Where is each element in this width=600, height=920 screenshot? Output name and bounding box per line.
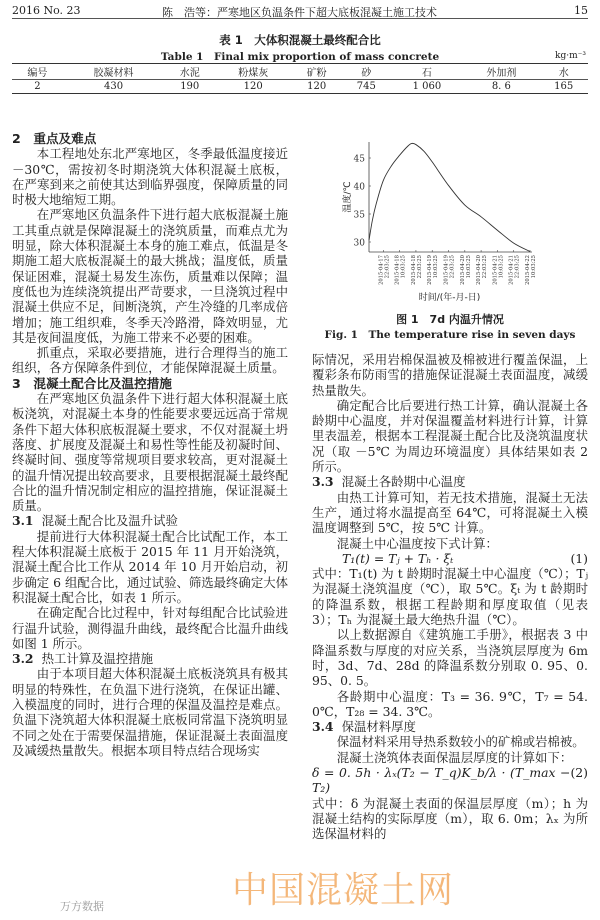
table-cell: 120 <box>243 81 263 92</box>
table-unit: kg·m⁻³ <box>555 51 586 61</box>
table-cell: 8. 6 <box>491 81 511 92</box>
table-header-cell: 水 <box>539 64 588 80</box>
table-header-cell: 砂 <box>342 64 390 80</box>
table-cell: 2 <box>34 81 41 92</box>
running-header <box>12 2 588 19</box>
x-tick-label: 2015-04-1822:03:25 <box>410 255 423 285</box>
paragraph: 提前进行大体积混凝土配合比试配工作，本工程大体积混凝土底板于 2015 年 11 月开始浇筑，混凝土配合比工作从 2014 年 10 月开始启动，初步确定 6 组配合比，通过试验、筛选最终确定大体积混凝土配合比，如表 1 所示。 <box>12 528 288 605</box>
table-header-cell: 编号 <box>12 64 63 80</box>
paragraph: 式中：δ 为混凝土表面的保温层厚度（m）；h 为混凝土结构的实际厚度（m），取 6. 0m；λₓ 为所选保温材料的 <box>312 795 588 842</box>
subsection-heading: 3.2 热工计算及温控措施 <box>12 651 154 667</box>
table-row <box>12 80 588 94</box>
source-watermark: 万方数据 <box>60 900 104 913</box>
subsection-heading: 3.4 保温材料厚度 <box>312 719 416 735</box>
right-column <box>312 352 588 842</box>
table-header-cell: 矿粉 <box>291 64 342 80</box>
section-heading: 2 重点及难点 <box>12 131 97 146</box>
running-title: 陈 浩等：严寒地区负温条件下超大底板混凝土施工技术 <box>162 6 437 19</box>
x-tick-label: 2015-04-2122:03:25 <box>508 255 521 285</box>
x-tick-label: 2015-04-2010:03:25 <box>459 255 472 285</box>
x-tick-label: 2015-04-1810:03:25 <box>394 255 407 285</box>
y-axis-label: 温度/℃ <box>343 181 353 213</box>
y-tick-label: 30 <box>353 238 365 249</box>
x-axis-label: 时间/(年-月-日) <box>418 293 481 303</box>
paragraph: 各龄期中心温度：T₃ = 36. 9℃，T₇ = 54. 0℃，T₂₈ = 34. 3℃。 <box>312 688 588 719</box>
table-cell: 190 <box>180 81 200 92</box>
x-tick-label: 2015-04-2210:03:25 <box>525 255 537 285</box>
x-tick-label: 2015-04-2110:03:25 <box>492 255 505 285</box>
paragraph: 由于本项目超大体积混凝土底板浇筑具有极其明显的特殊性，在负温下进行浇筑，在保证出罐、入模温度的同时，进行合理的保温及温控是难点。负温下浇筑超大体积混凝土底板同常温下浇筑明显不同之处在于需要保温措施，保证混凝土表面温度及减缓热量散失。根据本项目特点结合现场实 <box>12 666 288 758</box>
subsection-heading: 3.3 混凝土各龄期中心温度 <box>312 474 466 490</box>
table-header-cell: 石 <box>391 64 464 80</box>
table-header-cell: 粉煤灰 <box>215 64 291 80</box>
paragraph: 在严寒地区负温条件下进行超大底板混凝土施工其重点就是保障混凝土的浇筑质量，而难点尤为明显，除大体积混凝土本身的施工难点，低温是冬期施工超大底板混凝土的最大挑战；温度低，质量保证困难，混凝土易发生冻伤，质量难以保障；温度低也为连续浇筑提出严苛要求，一旦浇筑过程中混凝土供应不足，间断浇筑，产生冷缝的几率成倍增加；施工组织难，冬季天冷路滑，降效明显，尤其是夜间温度低，为施工带来不必要的困难。 <box>12 207 288 345</box>
equation-2: δ = 0. 5h · λₓ(T₂ − T_q)K_b/λ · (T_max − T₂) (2) <box>312 765 588 796</box>
site-watermark: 中国混凝土网 <box>232 870 455 911</box>
temperature-curve <box>369 143 530 251</box>
paragraph: 在严寒地区负温条件下进行超大体积混凝土底板浇筑，对混凝土本身的性能要求要远远高于常规条件下超大体积底板混凝土要求，不仅对混凝土坍落度、扩展度及混凝土和易性等性能及初凝时间、终凝时间、强度等常规项目要求较高，更对混凝土的温升情况提出较高要求，且要根据混凝土最终配合比的温升情况制定相应的温控措施，保证混凝土质量。 <box>12 391 288 514</box>
table-header-cell: 水泥 <box>164 64 215 80</box>
paragraph: 抓重点，采取必要措施，进行合理得当的施工组织，各方保障条件到位，才能保障混凝土质量。 <box>12 345 288 376</box>
x-tick-label: 2015-04-2022:03:25 <box>476 255 489 285</box>
table-header-cell: 外加剂 <box>463 64 539 80</box>
table-header-cell: 胶凝材料 <box>63 64 165 80</box>
table-cell: 1 060 <box>412 81 442 92</box>
mix-proportion-table <box>12 63 588 94</box>
paragraph: 混凝土浇筑体表面保温层厚度的计算如下： <box>336 749 573 765</box>
paragraph: 际情况，采用岩棉保温被及棉被进行覆盖保温，上覆彩条布防雨雪的措施保证混凝土表面温度，减缓热量散失。 <box>312 352 588 398</box>
figure-caption-cn: 图 1 7d 内温升情况 <box>396 313 504 326</box>
paragraph: 式中：T₁(t) 为 t 龄期时混凝土中心温度（℃）；Tⱼ 为混凝土浇筑温度（℃），取 5℃。ξₜ 为 t 龄期时的降温系数，根据工程龄期和厚度取值（见表 3）；Tₕ 为混凝土最大绝热升温（℃）。 <box>312 566 588 628</box>
paragraph: 本工程地处东北严寒地区，冬季最低温度接近－30℃，需按初冬时期浇筑大体积混凝土底板，在严寒到来之前使其达到临界强度，保障质量的同时极大地缩短工期。 <box>12 146 288 208</box>
table-cell: 430 <box>104 81 124 92</box>
paragraph: 由热工计算可知，若无技术措施，混凝土无法生产，通过将水温提高至 64℃，可将混凝土入模温度调整到 5℃，按 5℃ 计算。 <box>312 489 588 536</box>
y-tick-label: 35 <box>353 210 365 221</box>
x-tick-label: 2015-04-1910:03:25 <box>427 255 440 285</box>
paragraph: 保温材料采用导热系数较小的矿棉或岩棉被。 <box>336 734 585 750</box>
paragraph: 以上数据源自《建筑施工手册》，根据表 3 中降温系数与厚度的对应关系，当浇筑层厚度为 6m 时，3d、7d、28d 的降温系数分别取 0. 95、0. 95、0. 5。 <box>312 627 588 689</box>
paragraph: 确定配合比后要进行热工计算，确认混凝土各龄期中心温度，并对保温覆盖材料进行计算，计算里表温差，根据本工程混凝土配合比及浇筑温度状况（取 －5℃ 为周边环境温度）具体结果如表 2 所示。 <box>312 397 588 475</box>
x-tick-label: 2015-04-1722:03:25 <box>378 255 391 285</box>
y-tick-label: 45 <box>353 154 365 165</box>
paragraph: 在确定配合比过程中，针对每组配合比试验进行温升试验，测得温升曲线，最终配合比温升曲线如图 1 所示。 <box>12 605 288 651</box>
page-number: 15 <box>574 4 588 17</box>
temperature-rise-chart <box>330 130 550 305</box>
table-title-en: Table 1 Final mix proportion of mass concrete <box>160 51 440 63</box>
y-tick-label: 40 <box>353 182 365 193</box>
x-tick-label: 2015-04-1922:03:25 <box>443 255 456 285</box>
figure-caption-en: Fig. 1 The temperature rise in seven days <box>324 329 576 341</box>
table-title-cn: 表 1 大体积混凝土最终配合比 <box>219 33 381 47</box>
table-cell: 165 <box>554 81 574 92</box>
equation-1: T₁(t) = Tⱼ + Tₕ · ξₜ (1) <box>342 550 588 566</box>
issue-number: 2016 No. 23 <box>12 4 81 17</box>
subsection-heading: 3.1 混凝土配合比及温升试验 <box>12 513 178 529</box>
table-cell: 745 <box>356 81 376 92</box>
section-heading: 3 混凝土配合比及温控措施 <box>12 375 172 391</box>
left-column <box>12 131 288 758</box>
table-cell: 120 <box>307 81 327 92</box>
paragraph: 混凝土中心温度按下式计算： <box>336 535 498 551</box>
